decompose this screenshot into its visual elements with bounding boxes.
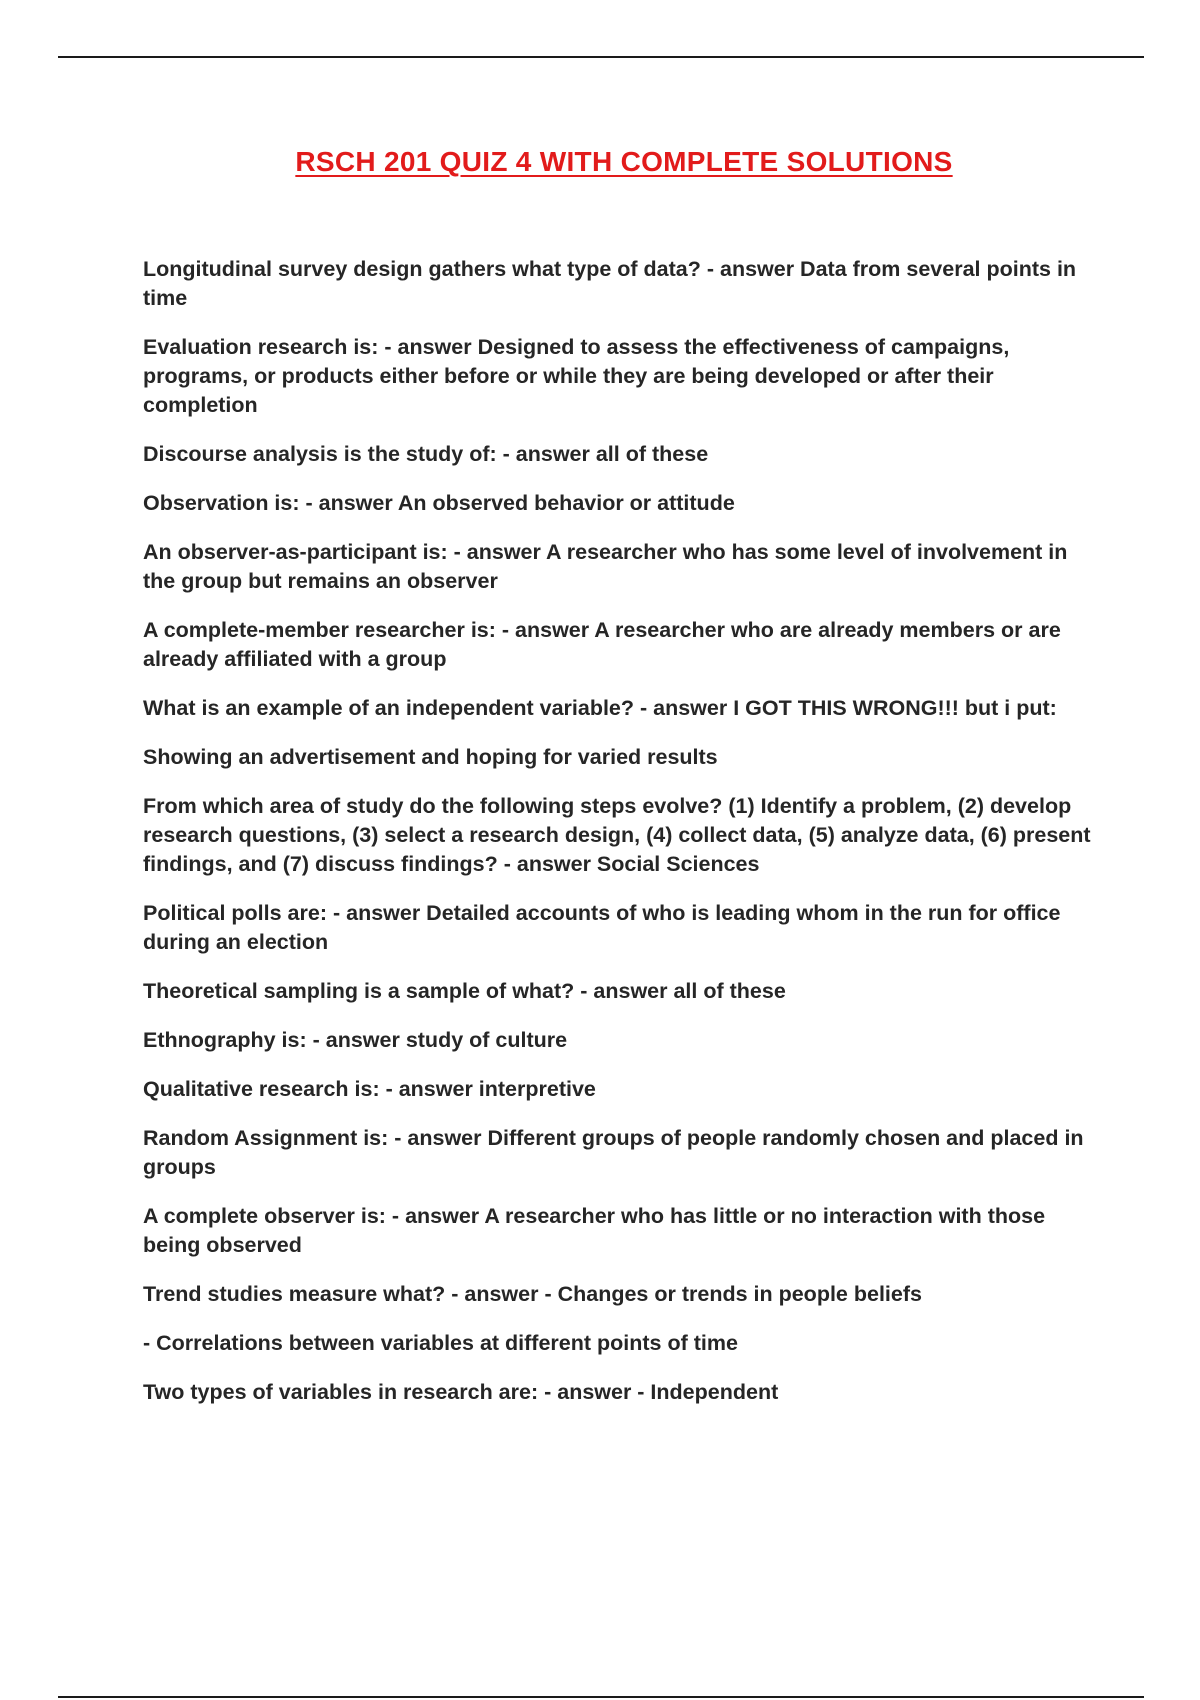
qa-item: Random Assignment is: - answer Different groups of people randomly chosen and placed in groups — [143, 1126, 1084, 1179]
qa-list — [143, 255, 1103, 1427]
qa-item: Showing an advertisement and hoping for varied results — [143, 745, 718, 769]
qa-item: Observation is: - answer An observed behavior or attitude — [143, 491, 735, 515]
document-title-text: RSCH 201 QUIZ 4 WITH COMPLETE SOLUTIONS — [295, 146, 953, 177]
qa-item: Evaluation research is: - answer Designed to assess the effectiveness of campaigns, programs, or products either before or while they are being developed or after their completion — [143, 335, 1010, 417]
bottom-divider — [58, 1696, 1144, 1698]
qa-item: Two types of variables in research are: - answer - Independent — [143, 1380, 779, 1404]
qa-item: Discourse analysis is the study of: - answer all of these — [143, 442, 709, 466]
qa-item: Theoretical sampling is a sample of what? - answer all of these — [143, 979, 786, 1003]
top-divider — [58, 56, 1144, 58]
document-title — [0, 146, 1200, 178]
qa-item: An observer-as-participant is: - answer A researcher who has some level of involvement in the group but remains an observer — [143, 540, 1068, 593]
qa-item: A complete-member researcher is: - answer A researcher who are already members or are already affiliated with a group — [143, 618, 1061, 671]
qa-item: - Correlations between variables at different points of time — [143, 1331, 738, 1355]
qa-item: Trend studies measure what? - answer - Changes or trends in people beliefs — [143, 1282, 922, 1306]
qa-item: From which area of study do the following steps evolve? (1) Identify a problem, (2) develop research questions, (3) select a research design, (4) collect data, (5) analyze data, (6) present findings, and (7) discuss findings? - answer Social Sciences — [143, 794, 1091, 876]
qa-item: Ethnography is: - answer study of culture — [143, 1028, 568, 1052]
qa-item: Qualitative research is: - answer interpretive — [143, 1077, 596, 1101]
qa-item: What is an example of an independent variable? - answer I GOT THIS WRONG!!! but i put: — [143, 696, 1057, 720]
qa-item: Political polls are: - answer Detailed accounts of who is leading whom in the run for office during an election — [143, 901, 1061, 954]
qa-item: Longitudinal survey design gathers what type of data? - answer Data from several points in time — [143, 257, 1077, 310]
qa-item: A complete observer is: - answer A researcher who has little or no interaction with those being observed — [143, 1204, 1046, 1257]
